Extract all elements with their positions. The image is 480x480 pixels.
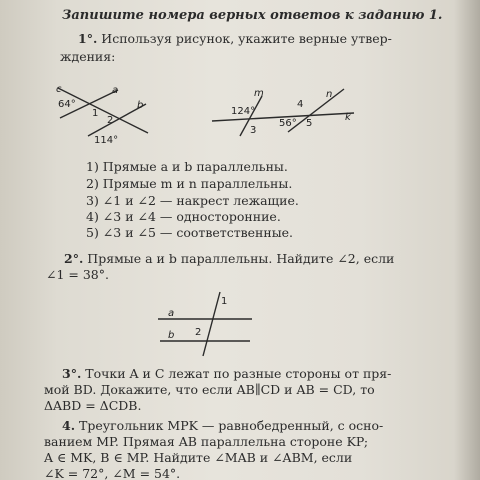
angle-114-label: 114° (94, 135, 119, 146)
task2-text-1: Прямые a и b параллельны. Найдите ∠2, если (87, 251, 395, 266)
task4-line1 (62, 418, 383, 433)
label-a: a (112, 85, 119, 96)
option-5: 5) ∠3 и ∠5 — соответственные. (86, 225, 294, 240)
task1-text-1: Используя рисунок, укажите верные утвер- (101, 31, 392, 46)
option-3: 3) ∠1 и ∠2 — накрест лежащие. (86, 193, 299, 208)
task4-line2: ванием MP. Прямая AB параллельна стороне KP; (44, 434, 369, 449)
label-c: c (56, 84, 62, 95)
task4-line3: A ∈ MK, B ∈ MP. Найдите ∠MAB и ∠ABM, если (44, 450, 353, 465)
option-4: 4) ∠3 и ∠4 — односторонние. (86, 209, 281, 224)
task2-line2: ∠1 = 38°. (46, 267, 109, 282)
page-edge-shadow (454, 0, 480, 480)
angle-2-label: 2 (107, 115, 114, 126)
label-k: k (345, 112, 351, 123)
task4-number: 4. (62, 418, 76, 433)
angle-4-label: 4 (297, 99, 304, 110)
task3-line3: ΔABD = ΔCDB. (44, 398, 142, 413)
angle-56-label: 56° (279, 118, 297, 129)
angle-64-label: 64° (58, 99, 76, 110)
angle-124-label: 124° (231, 106, 256, 117)
task3-number: 3°. (62, 366, 82, 381)
task3-line2: мой BD. Докажите, что если AB∥CD и AB = CD, то (44, 382, 375, 397)
angle-3-label: 3 (250, 125, 257, 136)
angle-1-label-2: 1 (221, 296, 228, 307)
angle-5-label: 5 (306, 118, 313, 129)
task3-line1 (62, 366, 391, 381)
option-2: 2) Прямые m и n параллельны. (86, 176, 293, 191)
angle-1-label: 1 (92, 108, 99, 119)
task1-line2: ждения: (60, 49, 116, 64)
task3-text-1: Точки A и C лежат по разные стороны от пря- (85, 366, 392, 381)
task1-number: 1°. (78, 31, 98, 46)
task4-line4: ∠K = 72°, ∠M = 54°. (44, 466, 181, 480)
option-1: 1) Прямые a и b параллельны. (86, 159, 288, 174)
label-b2: b (168, 330, 175, 341)
instructions-header: Запишите номера верных ответов к заданию 1. (62, 8, 443, 23)
task4-text-1: Треугольник MPK — равнобедренный, с осно- (79, 418, 384, 433)
angle-2-label-2: 2 (195, 327, 202, 338)
label-n: n (326, 89, 333, 100)
label-m: m (254, 88, 264, 99)
label-a2: a (168, 308, 175, 319)
transversal (203, 292, 220, 356)
task2-number: 2°. (64, 251, 84, 266)
label-b: b (137, 100, 144, 111)
